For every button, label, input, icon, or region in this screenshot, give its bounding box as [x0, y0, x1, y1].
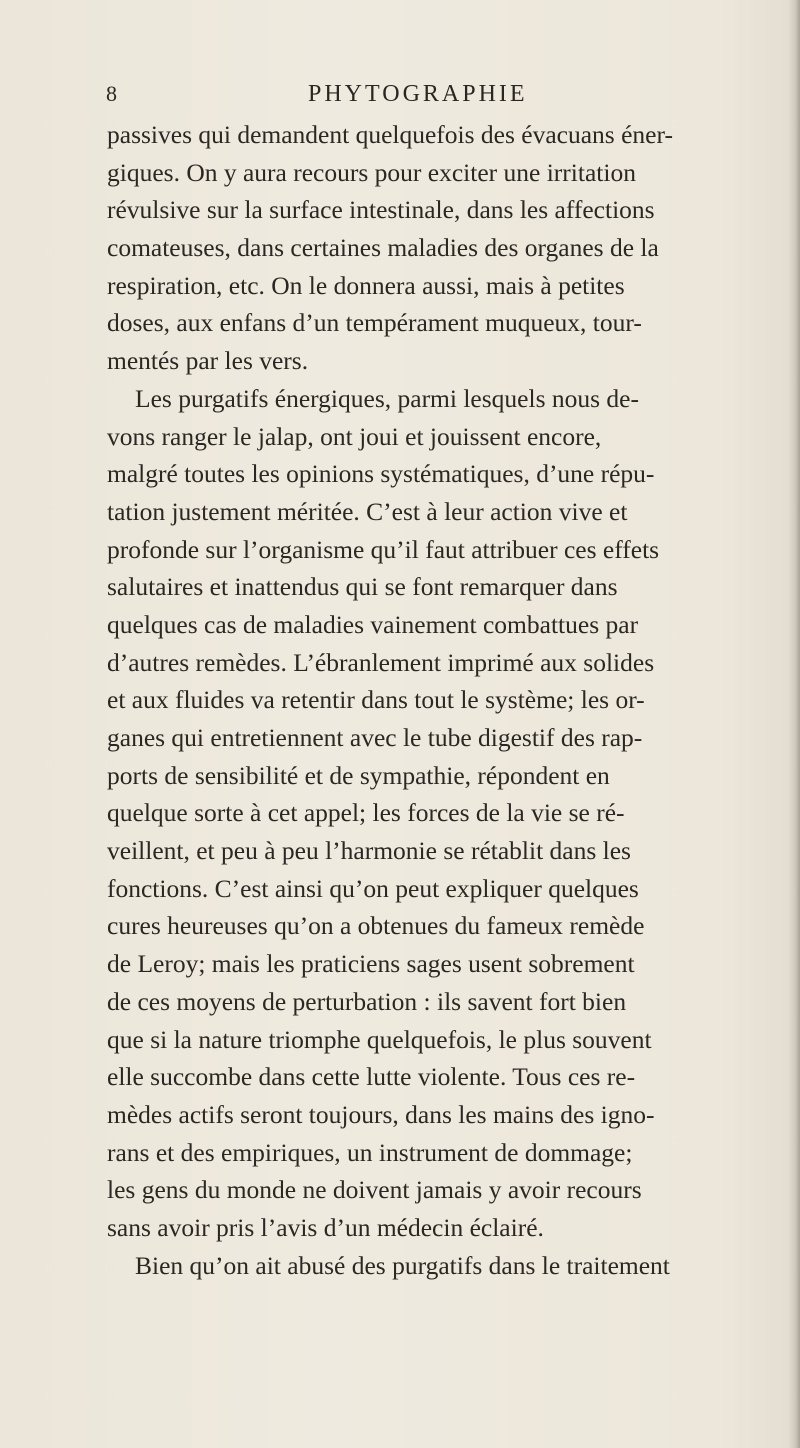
text-line: vons ranger le jalap, ont joui et jouissent encore,	[107, 421, 602, 451]
text-line: profonde sur l’organisme qu’il faut attribuer ces effets	[107, 534, 660, 564]
page-edge-shadow	[788, 0, 800, 1448]
text-line: ganes qui entretiennent avec le tube digestif des rap-	[107, 723, 643, 752]
text-line: mentés par les vers.	[107, 346, 309, 376]
text-line: révulsive sur la surface intestinale, dans les affections	[107, 195, 655, 225]
text-line: malgré toutes les opinions systématiques, d’une répu-	[107, 459, 655, 489]
page-header	[0, 74, 800, 114]
text-line: d’autres remèdes. L’ébranlement imprimé aux solides	[107, 647, 655, 677]
text-line: ports de sensibilité et de sympathie, répondent en	[107, 760, 610, 790]
text-line: Les purgatifs énergiques, parmi lesquels nous de-	[135, 383, 639, 413]
running-title: PHYTOGRAPHIE	[308, 81, 528, 107]
text-line: comateuses, dans certaines maladies des organes de la	[107, 233, 659, 263]
text-line: respiration, etc. On le donnera aussi, mais à petites	[107, 270, 625, 300]
text-line: fonctions. C’est ainsi qu’on peut expliquer quelques	[107, 873, 639, 903]
text-line: et aux fluides va retentir dans tout le système; les or-	[107, 685, 645, 715]
text-line: de ces moyens de perturbation : ils savent fort bien	[107, 986, 627, 1016]
text-line: rans et des empiriques, un instrument de dommage;	[107, 1137, 633, 1167]
text-line: veillent, et peu à peu l’harmonie se rétablit dans les	[107, 836, 631, 866]
text-line: quelques cas de maladies vainement combattues par	[107, 609, 639, 639]
text-line: elle succombe dans cette lutte violente. Tous ces re-	[107, 1062, 636, 1092]
text-line: sans avoir pris l’avis d’un médecin éclairé.	[107, 1212, 544, 1242]
text-line: que si la nature triomphe quelquefois, le plus souvent	[107, 1024, 652, 1054]
text-line: giques. On y aura recours pour exciter une irritation	[107, 157, 636, 187]
body-text	[107, 116, 743, 1284]
text-line: Bien qu’on ait abusé des purgatifs dans le traitement	[135, 1250, 670, 1280]
text-line: salutaires et inattendus qui se font remarquer dans	[107, 572, 618, 602]
text-line: les gens du monde ne doivent jamais y avoir recours	[107, 1175, 642, 1205]
text-line: passives qui demandent quelquefois des évacuans éner-	[107, 120, 673, 149]
text-line: tation justement méritée. C’est à leur action vive et	[107, 496, 628, 526]
text-line: cures heureuses qu’on a obtenues du fameux remède	[107, 911, 645, 941]
text-line: mèdes actifs seront toujours, dans les mains des igno-	[107, 1099, 655, 1129]
text-line: de Leroy; mais les praticiens sages usent sobrement	[107, 949, 635, 979]
text-line: doses, aux enfans d’un tempérament muqueux, tour-	[107, 308, 642, 338]
page-number: 8	[106, 81, 117, 106]
text-line: quelque sorte à cet appel; les forces de la vie se ré-	[107, 798, 625, 828]
